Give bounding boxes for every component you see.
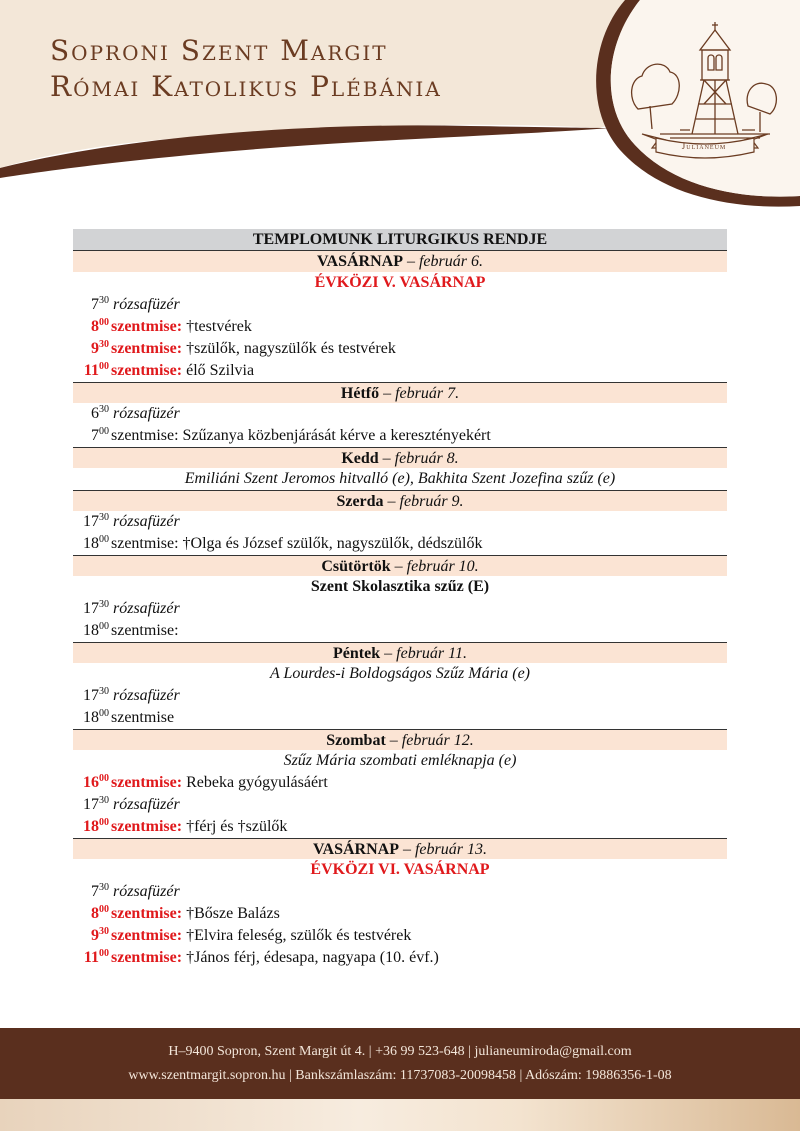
mass-label: szentmise: — [111, 818, 183, 835]
time-minute: 00 — [99, 426, 109, 437]
rosary-label: rózsafüzér — [113, 405, 180, 422]
time-hour: 18 — [83, 535, 99, 552]
schedule-days — [73, 251, 727, 969]
day-name: Csütörtök — [321, 558, 391, 575]
mass-row — [73, 294, 727, 316]
time-minute: 00 — [99, 534, 109, 545]
time-hour: 8 — [91, 318, 99, 335]
time-minute: 00 — [99, 817, 109, 828]
mass-intention: †Olga és József szülők, nagyszülők, dédszülők — [182, 535, 483, 552]
time-hour: 11 — [83, 949, 99, 966]
day-header — [73, 555, 727, 576]
mass-row — [73, 316, 727, 338]
mass-time — [73, 338, 109, 360]
day-date: – február 13. — [402, 841, 487, 858]
time-minute: 00 — [99, 317, 109, 328]
time-hour: 17 — [83, 687, 99, 704]
mass-label: szentmise: — [111, 427, 179, 444]
day-header — [73, 490, 727, 511]
time-hour: 7 — [91, 296, 99, 313]
time-minute: 30 — [99, 795, 109, 806]
day-name: Hétfő — [340, 385, 380, 402]
mass-time — [73, 685, 109, 707]
time-minute: 00 — [99, 361, 109, 372]
rosary-label: rózsafüzér — [113, 796, 180, 813]
day-header — [73, 251, 727, 272]
time-minute: 00 — [99, 773, 109, 784]
mass-intention: †Elvira feleség, szülők és testvérek — [186, 927, 412, 944]
time-hour: 9 — [91, 927, 99, 944]
mass-label: szentmise: — [111, 362, 183, 379]
mass-intention: Rebeka gyógyulásáért — [186, 774, 328, 791]
mass-time — [73, 598, 109, 620]
mass-row — [73, 425, 727, 447]
time-hour: 7 — [91, 427, 99, 444]
time-hour: 18 — [83, 709, 99, 726]
day-date: – február 9. — [387, 493, 464, 510]
mass-time — [73, 707, 109, 729]
mass-row — [73, 772, 727, 794]
time-minute: 30 — [99, 686, 109, 697]
mass-time — [73, 947, 109, 969]
mass-intention: †férj és †szülők — [186, 818, 288, 835]
feast-name: Emiliáni Szent Jeromos hitvalló (e), Bakhita Szent Jozefina szűz (e) — [184, 470, 616, 487]
day-header — [73, 447, 727, 468]
time-minute: 00 — [99, 708, 109, 719]
mass-label: szentmise: — [111, 340, 183, 357]
time-hour: 6 — [91, 405, 99, 422]
footer-bank-details: www.szentmargit.sopron.hu | Bankszámlaszám: 11737083-20098458 | Adószám: 19886356-1-08 — [128, 1068, 672, 1083]
day-date: – február 8. — [382, 450, 459, 467]
rosary-label: rózsafüzér — [113, 883, 180, 900]
day-name: Kedd — [341, 450, 379, 467]
time-hour: 8 — [91, 905, 99, 922]
footer-strip — [0, 1099, 800, 1131]
day-date: – február 6. — [406, 253, 483, 270]
time-hour: 17 — [83, 796, 99, 813]
mass-label: szentmise: — [111, 905, 183, 922]
mass-intention: †testvérek — [186, 318, 252, 335]
rosary-label: rózsafüzér — [113, 687, 180, 704]
mass-time — [73, 881, 109, 903]
mass-time — [73, 903, 109, 925]
day-date: – február 11. — [384, 645, 467, 662]
liturgical-schedule — [73, 229, 727, 969]
mass-label: szentmise: — [111, 774, 183, 791]
rosary-label: rózsafüzér — [113, 513, 180, 530]
parish-title-line-2: Római Katolikus Plébánia — [50, 70, 442, 103]
day-date: – február 7. — [383, 385, 460, 402]
mass-time — [73, 425, 109, 447]
mass-label: szentmise: — [111, 949, 183, 966]
mass-intention: Szűzanya közbenjárását kérve a keresztényekért — [182, 427, 491, 444]
day-name: Péntek — [333, 645, 381, 662]
time-hour: 9 — [91, 340, 99, 357]
mass-time — [73, 794, 109, 816]
time-hour: 18 — [83, 818, 99, 835]
time-minute: 30 — [99, 926, 109, 937]
mass-time — [73, 403, 109, 425]
feast-name: ÉVKÖZI VI. VASÁRNAP — [310, 861, 490, 878]
mass-row — [73, 881, 727, 903]
day-header — [73, 382, 727, 403]
mass-time — [73, 360, 109, 382]
feast-name: ÉVKÖZI V. VASÁRNAP — [314, 274, 486, 291]
time-hour: 17 — [83, 600, 99, 617]
day-name: Szombat — [326, 732, 386, 749]
time-hour: 16 — [83, 774, 99, 791]
day-name: VASÁRNAP — [317, 253, 403, 270]
time-minute: 30 — [99, 339, 109, 350]
feast-name: Szent Skolasztika szűz (E) — [310, 578, 490, 595]
mass-row — [73, 533, 727, 555]
mass-row — [73, 511, 727, 533]
mass-row — [73, 794, 727, 816]
time-hour: 11 — [83, 362, 99, 379]
mass-row — [73, 403, 727, 425]
mass-row — [73, 925, 727, 947]
time-hour: 7 — [91, 883, 99, 900]
mass-time — [73, 816, 109, 838]
mass-row — [73, 947, 727, 969]
mass-intention: élő Szilvia — [186, 362, 255, 379]
mass-label: szentmise: — [111, 927, 183, 944]
mass-row — [73, 707, 727, 729]
mass-row — [73, 816, 727, 838]
feast-name: Szűz Mária szombati emléknapja (e) — [283, 752, 517, 769]
parish-title-line-1: Soproni Szent Margit — [50, 34, 388, 67]
time-minute: 30 — [99, 882, 109, 893]
mass-time — [73, 533, 109, 555]
mass-time — [73, 511, 109, 533]
logo-label: Julianeum — [681, 141, 727, 151]
time-minute: 30 — [99, 404, 109, 415]
mass-label: szentmise: — [111, 535, 179, 552]
mass-intention: †szülők, nagyszülők és testvérek — [186, 340, 396, 357]
footer — [0, 1028, 800, 1099]
mass-label: szentmise — [111, 709, 175, 726]
rosary-label: rózsafüzér — [113, 600, 180, 617]
day-name: VASÁRNAP — [313, 841, 399, 858]
time-minute: 30 — [99, 295, 109, 306]
mass-row — [73, 338, 727, 360]
feast-name: A Lourdes-i Boldogságos Szűz Mária (e) — [270, 665, 530, 682]
mass-row — [73, 903, 727, 925]
day-date: – február 12. — [389, 732, 474, 749]
day-header — [73, 838, 727, 859]
footer-contact: H–9400 Sopron, Szent Margit út 4. | +36 99 523-648 | julianeumiroda@gmail.com — [168, 1044, 632, 1059]
day-name: Szerda — [336, 493, 384, 510]
time-minute: 00 — [99, 948, 109, 959]
mass-time — [73, 925, 109, 947]
time-minute: 00 — [99, 621, 109, 632]
time-minute: 30 — [99, 512, 109, 523]
day-header — [73, 729, 727, 750]
mass-time — [73, 772, 109, 794]
mass-row — [73, 598, 727, 620]
mass-intention: †Bősze Balázs — [186, 905, 280, 922]
mass-row — [73, 685, 727, 707]
mass-row — [73, 620, 727, 642]
time-hour: 17 — [83, 513, 99, 530]
schedule-title: TEMPLOMUNK LITURGIKUS RENDJE — [73, 229, 727, 251]
mass-time — [73, 294, 109, 316]
time-minute: 30 — [99, 599, 109, 610]
mass-time — [73, 620, 109, 642]
mass-time — [73, 316, 109, 338]
time-hour: 18 — [83, 622, 99, 639]
day-date: – február 10. — [394, 558, 479, 575]
time-minute: 00 — [99, 904, 109, 915]
rosary-label: rózsafüzér — [113, 296, 180, 313]
mass-intention: †János férj, édesapa, nagyapa (10. évf.) — [186, 949, 439, 966]
mass-label: szentmise: — [111, 318, 183, 335]
mass-label: szentmise: — [111, 622, 179, 639]
day-header — [73, 642, 727, 663]
mass-row — [73, 360, 727, 382]
